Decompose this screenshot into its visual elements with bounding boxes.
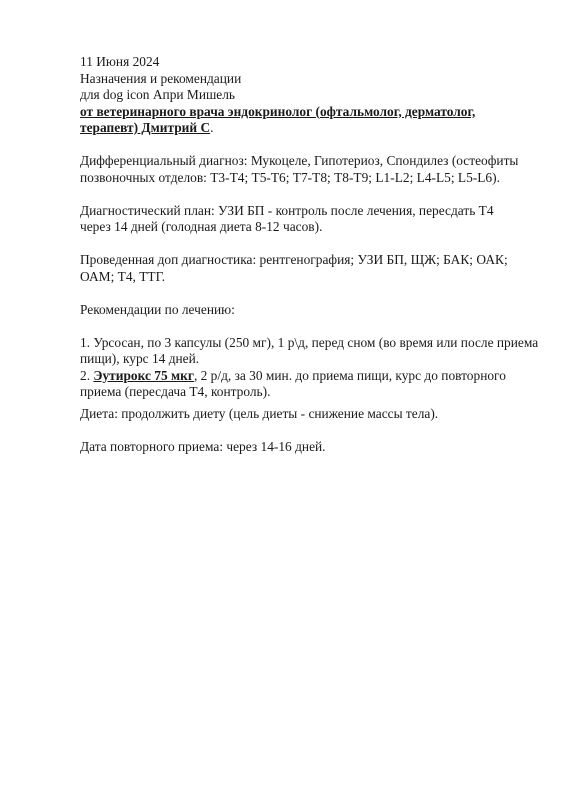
patient-name: Апри Мишель <box>152 87 236 102</box>
diagnostic-plan <box>80 203 550 236</box>
document-date: 11 Июня 2024 <box>80 54 160 69</box>
treatment-item-2-rest: , 2 р/д, за 30 мин. до приема пищи, курс до повторного <box>193 367 506 383</box>
doctor-title-line2: терапевт) Дмитрий С <box>80 120 211 135</box>
diet-text: Диета: продолжить диету (цель диеты - снижение массы тела). <box>80 405 439 421</box>
doctor-title-tail: . <box>210 120 214 135</box>
treatment-item-2-line2: приема (пересдача Т4, контроль). <box>80 384 271 399</box>
performed-line1: Проведенная доп диагностика: рентгенография; УЗИ БП, ЩЖ; БАК; ОАК; <box>80 252 508 267</box>
next-visit-text: Дата повторного приема: через 14-16 дней. <box>80 438 326 454</box>
treatment-item-1 <box>80 335 550 368</box>
treatment-item-2 <box>80 368 550 401</box>
treatment-item-1-line1: 1. Урсосан, по 3 капсулы (250 мг), 1 р\д, перед сном (во время или после приема <box>80 334 539 350</box>
differential-line1: Дифференциальный диагноз: Мукоцеле, Гипотериоз, Спондилез (остеофиты <box>80 153 519 168</box>
treatment-item-2-prefix: 2. <box>80 367 94 383</box>
patient-line <box>80 87 550 104</box>
performed-line2: ОАМ; Т4, ТТГ. <box>80 268 166 284</box>
diagnostic-plan-line2: через 14 дней (голодная диета 8-12 часов). <box>80 219 323 234</box>
document-title: Назначения и рекомендации <box>80 70 242 86</box>
treatment-heading: Рекомендации по лечению: <box>80 301 235 317</box>
dog-icon: dog icon <box>103 87 150 102</box>
document-body <box>80 54 550 455</box>
doctor-title-line1: от ветеринарного врача эндокринолог (офтальмолог, дерматолог, <box>80 103 476 119</box>
differential-diagnosis <box>80 153 550 186</box>
treatment-item-2-drug: Эутирокс 75 мкг <box>93 367 194 383</box>
doctor-line <box>80 104 550 137</box>
treatment-item-1-line2: пищи), курс 14 дней. <box>80 351 200 366</box>
diagnostic-plan-line1: Диагностический план: УЗИ БП - контроль после лечения, пересдать Т4 <box>80 202 494 218</box>
differential-line2: позвоночных отделов: Т3-Т4; Т5-Т6; Т7-Т8; Т8-Т9; L1-L2; L4-L5; L5-L6). <box>80 169 500 185</box>
patient-prefix: для <box>80 87 100 102</box>
performed-diagnostics <box>80 252 550 285</box>
